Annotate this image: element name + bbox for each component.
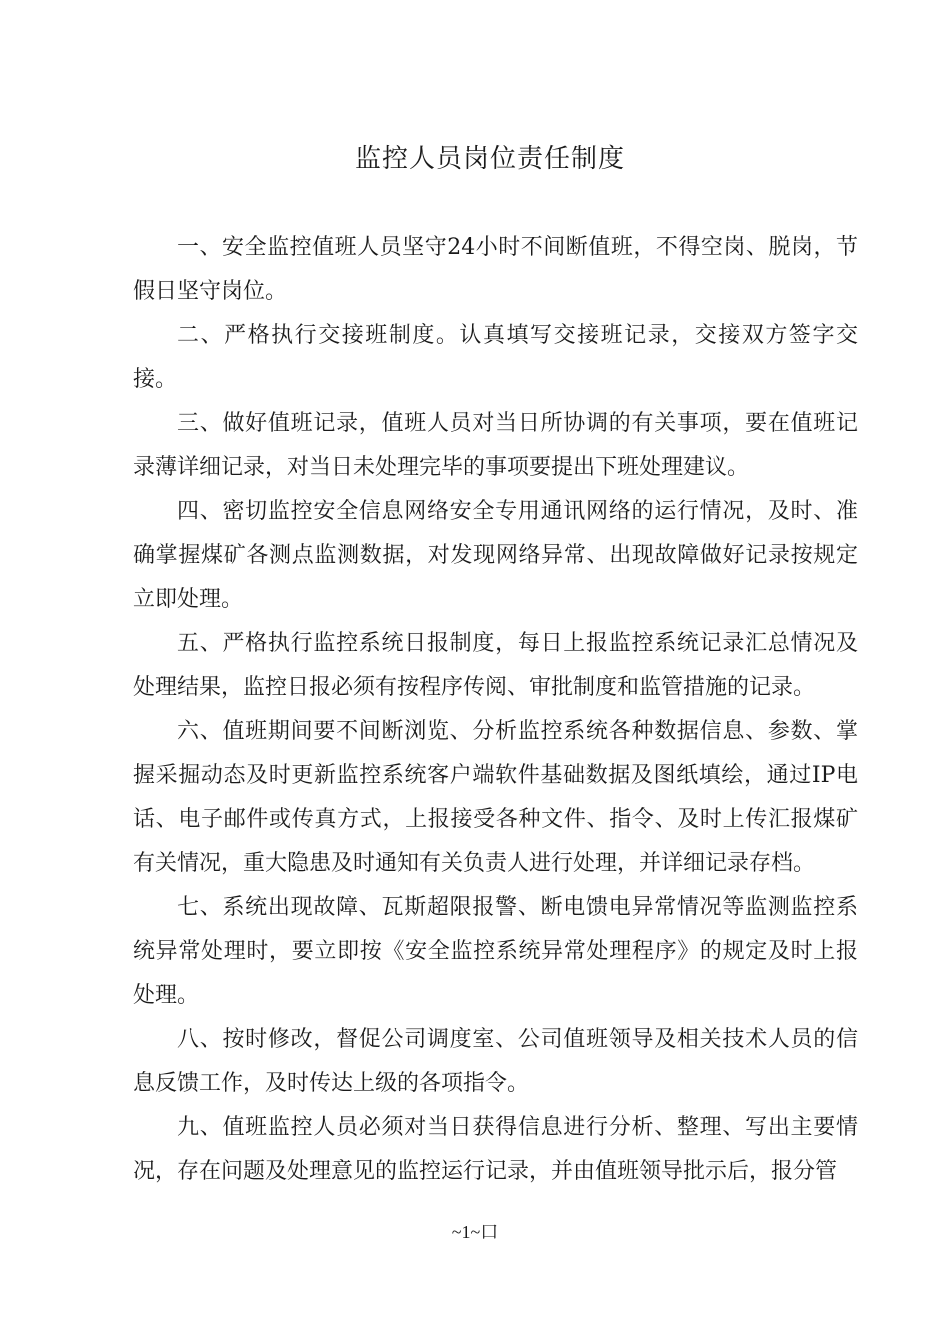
paragraph-4: 四、密切监控安全信息网络安全专用通讯网络的运行情况，及时、准确掌握煤矿各测点监测数据，对发现网络异常、出现故障做好记录按规定立即处理。 xyxy=(133,499,858,612)
paragraph-6: 六、值班期间要不间断浏览、分析监控系统各种数据信息、参数、掌握采掘动态及时更新监控系统客户端软件基础数据及图纸填绘，通过IP电话、电子邮件或传真方式，上报接受各种文件、指令、及时上传汇报煤矿有关情况，重大隐患及时通知有关负责人进行处理，并详细记录存档。 xyxy=(133,719,858,876)
paragraph-2: 二、严格执行交接班制度。认真填写交接班记录，交接双方签字交接。 xyxy=(133,323,858,392)
paragraph-9: 九、值班监控人员必须对当日获得信息进行分析、整理、写出主要情况，存在问题及处理意见的监控运行记录，并由值班领导批示后，报分管 xyxy=(133,1115,858,1184)
paragraph-8: 八、按时修改，督促公司调度室、公司值班领导及相关技术人员的信息反馈工作，及时传达上级的各项指令。 xyxy=(133,1027,858,1096)
document-title: 监控人员岗位责任制度 xyxy=(354,144,625,174)
paragraph-3: 三、做好值班记录，值班人员对当日所协调的有关事项，要在值班记录薄详细记录，对当日未处理完毕的事项要提出下班处理建议。 xyxy=(133,411,858,480)
document-body xyxy=(133,226,858,1194)
paragraph-7: 七、系统出现故障、瓦斯超限报警、断电馈电异常情况等监测监控系统异常处理时，要立即按《安全监控系统异常处理程序》的规定及时上报处理。 xyxy=(133,895,858,1008)
paragraph-5: 五、严格执行监控系统日报制度，每日上报监控系统记录汇总情况及处理结果，监控日报必须有按程序传阅、审批制度和监管措施的记录。 xyxy=(133,631,858,700)
paragraph-1: 一、安全监控值班人员坚守24小时不间断值班，不得空岗、脱岗，节假日坚守岗位。 xyxy=(133,235,858,304)
page-number: ~1~口 xyxy=(451,1222,499,1242)
